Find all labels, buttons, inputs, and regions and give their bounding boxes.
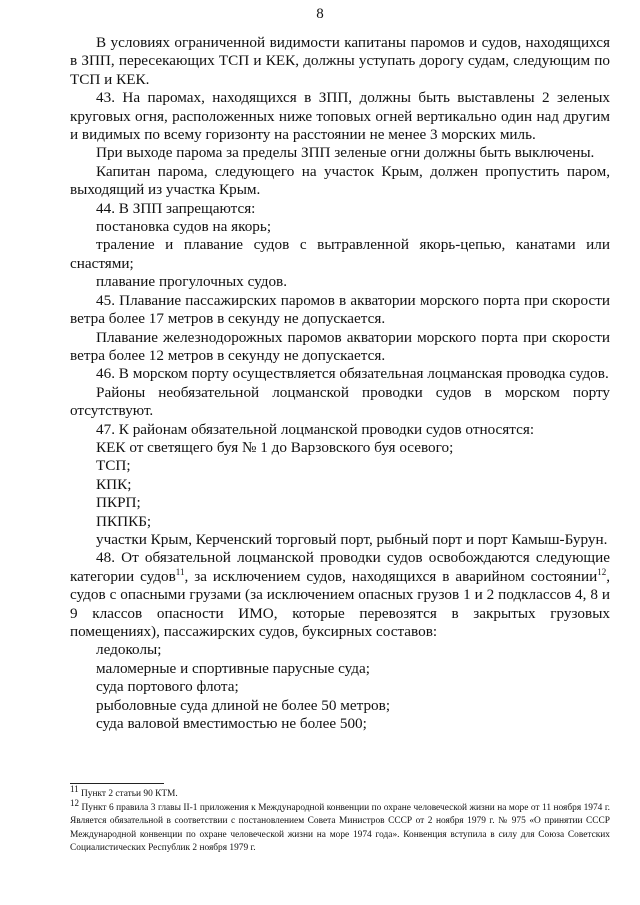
footnote-12: [70, 797, 610, 856]
footnote-separator: [70, 783, 164, 784]
list-item: КПК;: [96, 475, 132, 493]
paragraph-48-part-a: 48. От обязательной лоцманской проводки судов освобождаются следующие категории судов: [70, 549, 610, 585]
list-item: участки Крым, Керченский торговый порт, рыбный порт и порт Камыш-Бурун.: [96, 530, 608, 548]
list-item: рыболовные суда длиной не более 50 метров;: [96, 696, 391, 714]
list-item: суда портового флота;: [96, 678, 239, 696]
list-item: плавание прогулочных судов.: [96, 273, 288, 291]
footnote-ref-11[interactable]: 11: [175, 566, 185, 577]
paragraph-48-part-b: , за исключением судов, находящихся в аварийном состоянии: [184, 567, 598, 585]
paragraph: Районы необязательной лоцманской проводки судов в морском порту отсутствуют.: [70, 383, 610, 420]
footnotes: [70, 783, 610, 856]
footnote-text: Пункт 6 правила 3 главы II-1 приложения к Международной конвенции по охране человеческой жизни на море от 11 ноября 1974 г. Является обязательной в соответствии с постановлением Совета Министров СССР от 2 ноября 1979 г. № 975 «О принятии СССР Международной конвенции по охране человеческой жизни на море 1974 года». Конвенция вступила в силу для Союза Советских Социалистических Республик 2 ноября 1979 г.: [70, 802, 610, 853]
list-item: траление и плавание судов с вытравленной якорь-цепью, канатами или снастями;: [70, 236, 610, 272]
list-item: постановка судов на якорь;: [96, 218, 272, 236]
list-item: ПКРП;: [96, 494, 141, 512]
paragraph-45: 45. Плавание пассажирских паромов в акватории морского порта при скорости ветра более 17 метров в секунду не допускается.: [70, 291, 610, 328]
list-item: суда валовой вместимостью не более 500;: [96, 715, 367, 733]
list-item: КЕК от светящего буя № 1 до Варзовского буя осевого;: [96, 438, 454, 456]
paragraph: При выходе парома за пределы ЗПП зеленые огни должны быть выключены.: [96, 144, 595, 162]
footnote-number: 12: [70, 797, 79, 808]
paragraph: Капитан парома, следующего на участок Крым, должен пропустить паром, выходящий из участка Крым.: [70, 162, 610, 199]
list-item: ПКПКБ;: [96, 512, 152, 530]
list-item: маломерные и спортивные парусные суда;: [96, 659, 370, 677]
paragraph-43: 43. На паромах, находящихся в ЗПП, должны быть выставлены 2 зеленых круговых огня, расположенных ниже топовых огней вертикально один над другим и видимых по всему горизонту на расстоянии не менее 3 морских миль.: [70, 89, 610, 144]
paragraph-47: 47. К районам обязательной лоцманской проводки судов относятся:: [96, 420, 535, 438]
paragraph-44: 44. В ЗПП запрещаются:: [96, 199, 256, 217]
footnote-number: 11: [70, 783, 79, 794]
page-number: 8: [316, 6, 324, 22]
paragraph-48-part-c: , судов с опасными грузами (за исключением опасных грузов 1 и 2 подклассов 4, 8 и 9 классов опасности ИМО, которые перевозятся в закрытых грузовых помещениях), пассажирских судов, буксирных составов:: [70, 567, 611, 640]
paragraph-46: 46. В морском порту осуществляется обязательная лоцманская проводка судов.: [96, 365, 609, 383]
footnote-ref-12[interactable]: 12: [597, 566, 607, 577]
paragraph: В условиях ограниченной видимости капитаны паромов и судов, находящихся в ЗПП, пересекающих ТСП и КЕК, должны уступать дорогу судам, следующим по ТСП и КЕК.: [70, 34, 610, 88]
document-body: [70, 34, 610, 733]
list-item: ледоколы;: [96, 641, 162, 659]
footnote-11: [70, 783, 610, 802]
list-item: ТСП;: [96, 457, 131, 475]
paragraph-48: [70, 549, 610, 641]
paragraph: Плавание железнодорожных паромов акватории морского порта при скорости ветра более 12 метров в секунду не допускается.: [70, 328, 610, 364]
footnote-text: Пункт 2 статьи 90 КТМ.: [78, 789, 178, 799]
